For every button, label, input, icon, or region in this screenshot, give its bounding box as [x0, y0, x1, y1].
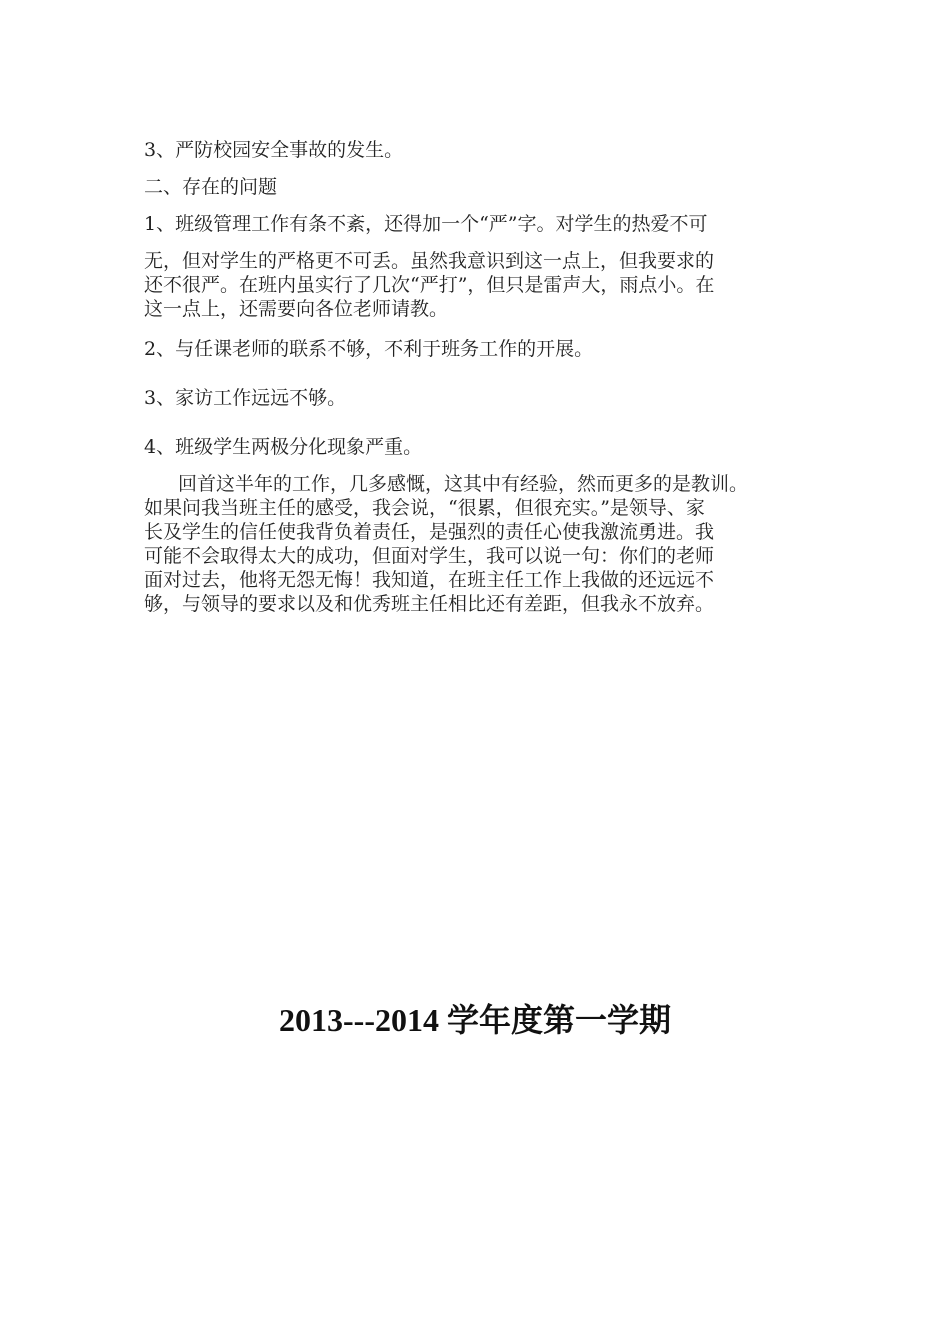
conclusion-line-5: 面对过去，他将无怨无悔！我知道，在班主任工作上我做的还远远不 — [144, 569, 715, 591]
problem-1-line-1: 1、班级管理工作有条不紊，还得加一个“严”字。对学生的热爱不可 — [144, 213, 708, 235]
conclusion-paragraph — [144, 472, 824, 616]
problem-1-continuation — [144, 249, 824, 321]
semester-title: 2013---2014 学年度第一学期 — [279, 1002, 671, 1038]
conclusion-line-3: 长及学生的信任使我背负着责任，是强烈的责任心使我激流勇进。我 — [144, 521, 715, 543]
problem-1-line-3: 还不很严。在班内虽实行了几次“严打”，但只是雷声大，雨点小。在 — [144, 274, 715, 296]
problem-2: 2、与任课老师的联系不够，不利于班务工作的开展。 — [144, 338, 594, 360]
problem-3: 3、家访工作远远不够。 — [144, 387, 347, 409]
conclusion-line-1: 回首这半年的工作，几多感慨，这其中有经验，然而更多的是教训。 — [178, 473, 749, 495]
conclusion-line-4: 可能不会取得太大的成功，但面对学生，我可以说一句：你们的老师 — [144, 545, 715, 567]
safety-item: 3、严防校园安全事故的发生。 — [144, 139, 404, 161]
section-heading-problems: 二、存在的问题 — [144, 176, 278, 198]
problem-1-line-2: 无，但对学生的严格更不可丢。虽然我意识到这一点上，但我要求的 — [144, 250, 715, 272]
problem-1-line-4: 这一点上，还需要向各位老师请教。 — [144, 298, 449, 320]
conclusion-line-2: 如果问我当班主任的感受，我会说，“很累，但很充实。”是领导、家 — [144, 497, 705, 519]
problem-4: 4、班级学生两极分化现象严重。 — [144, 436, 423, 458]
conclusion-line-6: 够，与领导的要求以及和优秀班主任相比还有差距，但我永不放弃。 — [144, 593, 715, 615]
